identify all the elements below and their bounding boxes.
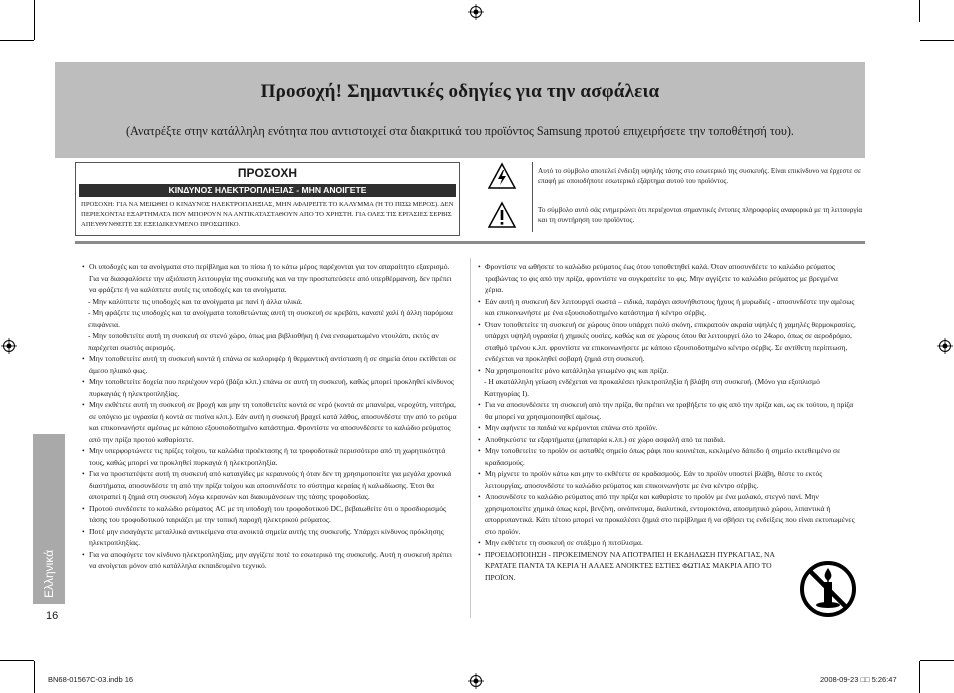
list-item: • Μην τοποθετείτε το προϊόν σε ασταθές σημείο όπως ράφι που κουνιέται, κεκλιμένο δάπεδο ή σημείο εκτεθειμένο σε κραδασμούς. bbox=[478, 445, 856, 468]
list-subitem: - Μην τοποθετείτε αυτή τη συσκευή σε στενό χώρο, όπως μια βιβλιοθήκη ή ένα ενσωματωμένο ντουλάπι, εκτός αν παρέχεται σωστός αερισμός. bbox=[88, 331, 439, 352]
symbol-row bbox=[478, 197, 864, 236]
column-separator bbox=[470, 258, 471, 618]
list-item: • Μην εκθέτετε τη συσκευή σε στάξιμο ή πιτσίλισμα. bbox=[478, 537, 856, 549]
caution-title: ΠΡΟΣΟΧΗ bbox=[237, 166, 298, 180]
crop-mark bbox=[34, 661, 35, 693]
left-column bbox=[82, 261, 460, 572]
exclamation-triangle-icon bbox=[488, 201, 516, 229]
right-column bbox=[478, 261, 856, 583]
list-item: • Για να αποσυνδέσετε τη συσκευή από την πρίζα, θα πρέπει να τραβήξετε το φις από την πρίζα και, ως εκ τούτου, η πρίζα θα μπορεί να χρησιμοποιηθεί αμέσως. bbox=[478, 399, 856, 422]
symbol-legend bbox=[478, 158, 864, 236]
list-subitem: - Μην καλύπτετε τις υποδοχές και τα ανοίγματα με πανί ή άλλα υλικά. bbox=[88, 296, 303, 306]
crop-mark bbox=[919, 661, 920, 693]
header-band bbox=[55, 62, 865, 158]
list-item: • Οι υποδοχές και τα ανοίγματα στο περίβλημα και το πίσω ή το κάτω μέρος παρέχονται για τον απαραίτητο εξαερισμό. Για να διασφαλίσετε την αξιόπιστη λειτουργία της συσκευής και να την προστατεύσετε από υπερθέρμανση, δεν πρέπει να φράζετε ή να καλύπτετε αυτές τις υποδοχές και τα ανοίγματα. bbox=[82, 261, 460, 296]
registration-mark-icon bbox=[937, 338, 953, 354]
registration-mark-icon bbox=[1, 338, 17, 354]
crop-mark bbox=[919, 0, 920, 22]
page-subtitle: (Ανατρέξτε στην κατάλληλη ενότητα που αντιστοιχεί στα διακριτικά του προϊόντος Samsung προτού επιχειρήσετε την τοποθέτησή του). bbox=[126, 124, 794, 138]
list-item: • Προτού συνδέσετε το καλώδιο ρεύματος AC με τη υποδοχή του τροφοδοτικού DC, βεβαιωθείτε ότι ο προσδιορισμός τάσης του τροφοδοτικού ταιριάζει με την τοπική παροχή ηλεκτρικού ρεύματος. bbox=[82, 503, 460, 526]
crop-mark bbox=[34, 0, 35, 40]
symbol-text: Αυτό το σύμβολο αποτελεί ένδειξη υψηλής τάσης στο εσωτερικό της συσκευής. Είναι επικίνδυνο να έρχεστε σε επαφή με οποιοδήποτε εσωτερικό εξάρτημα αυτού του προϊόντος. bbox=[538, 167, 861, 185]
caution-text: ΠΡΟΣΟΧΗ: ΓΙΑ ΝΑ ΜΕΙΩΘΕΙ Ο ΚΙΝΔΥΝΟΣ ΗΛΕΚΤΡΟΠΛΗΞΙΑΣ, ΜΗΝ ΑΦΑΙΡΕΙΤΕ ΤΟ ΚΑΛΥΜΜΑ (Ή ΤΟ ΠΙΣΩ ΜΕΡΟΣ). ΔΕΝ ΠΕΡΙΕΧΟΝΤΑΙ ΕΞΑΡΤΗΜΑΤΑ ΠΟΥ ΜΠΟΡΟΥΝ ΝΑ ΑΝΤΙΚΑΤΑΣΤΑΘΟΥΝ ΑΠΟ ΤΟ ΧΡΗΣΤΗ. ΓΙΑ ΟΛΕΣ ΤΙΣ ΕΡΓΑΣΙΕΣ ΣΕΡΒΙΣ ΑΠΕΥΘΥΝΘΕΙΤΕ ΣΕ ΕΞΕΙΔΙΚΕΥΜΕΝΟ ΠΡΟΣΩΠΙΚΟ. bbox=[81, 201, 454, 228]
list-item: • Εάν αυτή η συσκευή δεν λειτουργεί σωστά – ειδικά, παράγει ασυνήθιστους ήχους ή μυρωδιές - αποσυνδέστε την αμέσως και επικοινωνήστε με ένα εξουσιοδοτημένο κατάστημα ή κέντρο σέρβις. bbox=[478, 296, 856, 319]
footer-file-info: BN68-01567C-03.indb 16 bbox=[48, 675, 134, 684]
page-number: 16 bbox=[46, 610, 59, 622]
list-item: • Όταν τοποθετείτε τη συσκευή σε χώρους όπου υπάρχει πολύ σκόνη, επικρατούν ακραία υψηλές ή χαμηλές θερμοκρασίες, υπάρχει υψηλή υγρασία ή χημικές ουσίες, καθώς και σε χώρους όπου θα λειτουργεί όλο το 24ωρο, όπως σε αεροδρόμιο, σταθμό τρένου κ.λπ. φροντίστε να επικοινωνήσετε με κάποιο εξουσιοδοτημένο κέντρο σέρβις. Σε αντίθετη περίπτωση, ενδέχεται να προκληθεί σοβαρή ζημιά στη συσκευή. bbox=[478, 319, 856, 365]
registration-mark-icon bbox=[468, 4, 484, 20]
list-item: • Φροντίστε να ωθήσετε το καλώδιο ρεύματος έως ότου τοποθετηθεί καλά. Όταν αποσυνδέετε το καλώδιο ρεύματος τραβώντας το φις από την πρίζα, φροντίστε να συγκρατείτε το φις. Μην αγγίζετε το καλώδιο ρεύματος με βρεγμένα χέρια. bbox=[478, 261, 856, 296]
section-rule bbox=[75, 241, 865, 244]
symbol-text: Το σύμβολο αυτό σάς ενημερώνει ότι περιέχονται σημαντικές έντυπες πληροφορίες αναφορικά με τη λειτουργία και τη συντήρηση του προϊόντος. bbox=[538, 206, 863, 224]
page-title: Προσοχή! Σημαντικές οδηγίες για την ασφάλεια bbox=[260, 81, 660, 102]
caution-bar: ΚΙΝΔΥΝΟΣ ΗΛΕΚΤΡΟΠΛΗΞΙΑΣ - ΜΗΝ ΑΝΟΙΓΕΤΕ bbox=[79, 184, 456, 197]
list-item: • Μη ρίχνετε το προϊόν κάτω και μην το εκθέτετε σε κραδασμούς. Εάν το προϊόν υποστεί βλάβη, θέστε το εκτός λειτουργίας, αποσυνδέστε το καλώδιο ρεύματος και επικοινωνήστε με ένα κέντρο σέρβις. bbox=[478, 468, 856, 491]
crop-mark bbox=[0, 660, 34, 661]
list-item: • Μην τοποθετείτε δοχεία που περιέχουν νερό (βάζα κλπ.) επάνω σε αυτή τη συσκευή, καθώς μπορεί προκληθεί κίνδυνος πυρκαγιάς ή ηλεκτροπληξίας. bbox=[82, 376, 460, 399]
registration-mark-icon bbox=[468, 673, 484, 689]
list-item: • Αποθηκεύστε τα εξαρτήματα (μπαταρία κ.λπ.) σε χώρο ασφαλή από τα παιδιά. bbox=[478, 434, 856, 446]
lightning-triangle-icon bbox=[488, 162, 516, 190]
list-item: • Για να προστατέψετε αυτή τη συσκευή από καταιγίδες με κεραυνούς ή όταν δεν τη χρησιμοποιείτε για μεγάλα χρονικά διαστήματα, αποσυνδέστε τη από την πρίζα τοίχου και αποσυνδέστε το σύστημα κεραίας ή καλωδίωσης. Έτσι θα αποτραπεί η ζημιά στη συσκευή λόγω κεραυνών και διακυμάνσεων της τάσης τροφοδοσίας. bbox=[82, 468, 460, 503]
list-subitem: - Η ακατάλληλη γείωση ενδέχεται να προκαλέσει ηλεκτροπληξία ή βλάβη στη συσκευή. (Μόνο για εξοπλισμό Κατηγορίας I). bbox=[484, 377, 820, 398]
list-item: • Μην εκθέτετε αυτή τη συσκευή σε βροχή και μην τη τοποθετείτε κοντά σε νερό (κοντά σε μπανιέρα, νεροχύτη, νιπτήρα, σε υπόγειο με υγρασία ή κοντά σε πισίνα κλπ.). Εάν αυτή η συσκευή βραχεί κατά λάθος, αποσυνδέστε την από το ρεύμα και επικοινωνήστε αμέσως με κάποιο εξουσιοδοτημένο κατάστημα. Φροντίστε να αποσυνδέσετε το καλώδιο ρεύματος από την πρίζα προτού καθαρίσετε. bbox=[82, 399, 460, 445]
crop-mark bbox=[0, 40, 34, 41]
crop-mark bbox=[920, 660, 954, 661]
symbol-row bbox=[478, 158, 864, 197]
crop-mark bbox=[920, 40, 954, 41]
list-item: • Για να αποφύγετε τον κίνδυνο ηλεκτροπληξίας, μην αγγίζετε ποτέ το εσωτερικό της συσκευής. Αυτή η συσκευή πρέπει να ανοίγεται μόνον από κατάλληλα εκπαιδευμένο τεχνικό. bbox=[82, 549, 460, 572]
list-subitem: - Μη φράζετε τις υποδοχές και τα ανοίγματα τοποθετώντας αυτή τη συσκευή σε κρεβάτι, καναπέ χαλί ή άλλη παρόμοια επιφάνεια. bbox=[88, 308, 453, 329]
list-item: • Μην υπερφορτώνετε τις πρίζες τοίχου, τα καλώδια προέκτασης ή τα τροφοδοτικά περισσότερο από τη χωρητικότητά τους, καθώς μπορεί να προκληθεί πυρκαγιά ή ηλεκτροπληξία. bbox=[82, 445, 460, 468]
list-item: • Να χρησιμοποιείτε μόνο κατάλληλα γειωμένο φις και πρίζα. bbox=[478, 365, 856, 377]
language-tab bbox=[33, 434, 65, 604]
list-item: • Μην αφήνετε τα παιδιά να κρέμονται επάνω στο προϊόν. bbox=[478, 422, 856, 434]
footer-timestamp: 2008-09-23 □□ 5:26:47 bbox=[820, 675, 897, 684]
list-item: • Αποσυνδέστε το καλώδιο ρεύματος από την πρίζα και καθαρίστε το προϊόν με ένα μαλακό, στεγνό πανί. Μην χρησιμοποιείτε χημικά όπως κερί, βενζίνη, οινόπνευμα, διαλυτικά, εντομοκτόνα, αποσμητικό χώρου, λιπαντικά ή απορρυπαντικά. Κάτι τέτοιο μπορεί να προκαλέσει ζημιά στο περίβλημα ή να σβήσει τις ενδείξεις που είναι εκτυπωμένες στο προϊόν. bbox=[478, 491, 856, 537]
list-item: • Μην τοποθετείτε αυτή τη συσκευή κοντά ή επάνω σε καλοριφέρ ή θερμαντική αντίσταση ή σε σημεία όπου εκτίθεται σε άμεσο ηλιακό φως. bbox=[82, 353, 460, 376]
no-open-flame-icon bbox=[798, 560, 858, 618]
list-item: • Ποτέ μην εισαγάγετε μεταλλικά αντικείμενα στα ανοικτά σημεία αυτής της συσκευής. Υπάρχει κίνδυνος πρόκλησης ηλεκτροπληξίας. bbox=[82, 526, 460, 549]
caution-box bbox=[75, 162, 460, 236]
list-item: • ΠΡΟΕΙΔΟΠΟΙΗΣΗ - ΠΡΟΚΕΙΜΕΝΟΥ ΝΑ ΑΠΟΤΡΑΠΕΙ Η ΕΚΔΗΛΩΣΗ ΠΥΡΚΑΓΙΑΣ, ΝΑ ΚΡΑΤΑΤΕ ΠΑΝΤΑ ΤΑ ΚΕΡΙΑ Ή ΑΛΛΕΣ ΑΝΟΙΚΤΕΣ ΕΣΤΙΕΣ ΦΩΤΙΑΣ ΜΑΚΡΙΑ ΑΠΟ ΤΟ ΠΡΟΪΟΝ. bbox=[478, 549, 856, 584]
language-tab-label: Ελληνικά bbox=[42, 549, 56, 598]
